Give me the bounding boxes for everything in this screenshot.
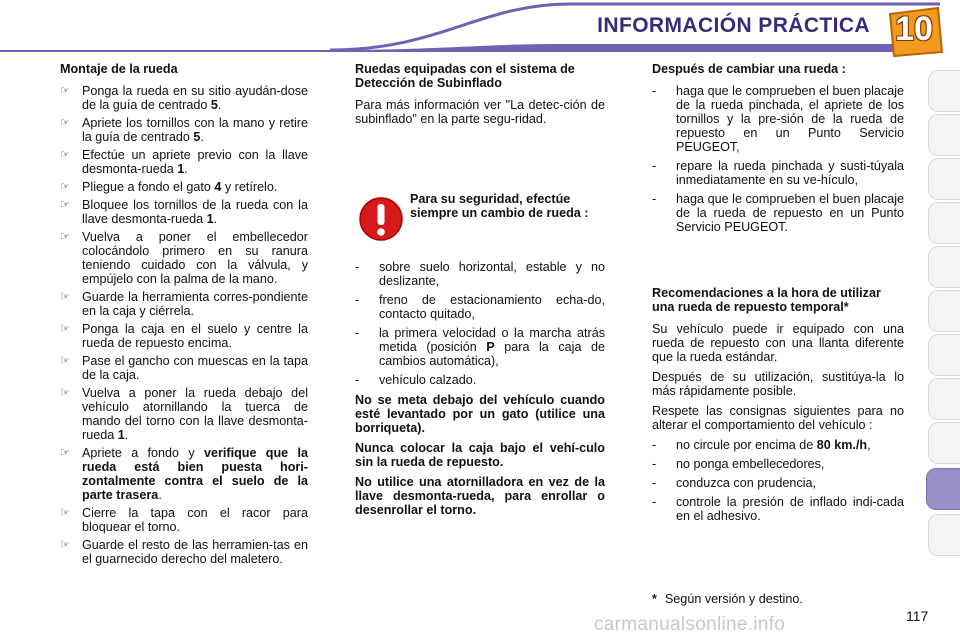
list-marker: ☞ [60,291,70,303]
item-text: Bloquee los tornillos de la rueda con la llave desmonta-rueda [82,198,308,226]
list-item [652,84,904,154]
item-text-end: para la caja de cambios automática), [379,340,605,368]
item-text-end: . [217,98,222,112]
chapter-tab[interactable] [928,202,960,244]
column-after-change [652,62,904,528]
list-marker: ☞ [60,323,70,335]
column-tyre-detection [355,62,605,523]
list-item [60,354,308,382]
list-item [355,326,605,368]
chapter-tab[interactable] [928,70,960,112]
list-marker: - [652,495,657,509]
list-marker: ☞ [60,149,70,161]
item-text: haga que le comprueben el buen placaje de la rueda de repuesto en un Punto Servicio PEUGEOT. [676,192,904,234]
chapter-tab-active[interactable] [926,468,960,510]
item-text: repare la rueda pinchada y susti-túyala inmediatamente en su ve-hículo, [676,159,904,187]
warning-title: Para su seguridad, efectúe siempre un cambio de rueda : [410,192,589,220]
list-item [652,476,904,490]
item-text: Guarde la herramienta corres-pondiente en la caja y ciérrela. [82,290,308,318]
item-text: Apriete a fondo y [82,446,204,460]
section-intro: Para más información ver "La detec-ción de subinflado" en la parte segu-ridad. [355,98,605,126]
item-text-end: . [184,162,188,176]
item-text-end: . [124,428,129,442]
list-marker: ☞ [60,85,70,97]
item-emphasis: 4 [214,180,222,194]
item-emphasis: 1 [117,428,125,442]
watermark: carmanualsonline.info [594,614,786,635]
list-marker: - [355,326,360,340]
list-item [60,198,308,226]
item-text: vehículo calzado. [379,373,477,387]
safety-conditions [355,260,605,387]
column-wheel-fitting [60,62,308,570]
item-emphasis: 5 [193,130,201,144]
safety-note: No utilice una atornilladora en vez de la llave desmonta-rueda, para enrollar o desenrollar el torno. [355,475,605,517]
item-text: Vuelva a poner la rueda debajo del vehículo atornillando la tuerca de mando del torno con la llave desmonta-rueda [82,386,308,442]
chapter-tab[interactable] [928,334,960,376]
item-text-end: y retírelo. [221,180,278,194]
paragraph: Su vehículo puede ir equipado con una rueda de repuesto con una llanta diferente que la rueda estándar. [652,322,904,364]
paragraph: Después de su utilización, sustitúya-la lo más rápidamente posible. [652,370,904,398]
item-text: Cierre la tapa con el racor para bloquear el torno. [82,506,308,534]
list-item [652,495,904,523]
item-emphasis: 1 [177,162,185,176]
list-item [60,322,308,350]
list-item [652,192,904,234]
chapter-tab[interactable] [928,514,960,556]
item-emphasis: verifique que la rueda está bien puesta hori-zontalmente contra el suelo de la parte trasera [82,446,308,502]
warning-exclamation-icon [358,196,404,242]
list-marker: ☞ [60,447,70,459]
temporary-wheel-rules [652,438,904,523]
list-item [652,159,904,187]
after-change-steps [652,84,904,234]
list-marker: ☞ [60,199,70,211]
section-heading: Montaje de la rueda [60,62,178,76]
item-text: Efectúe un apriete previo con la llave desmonta-rueda [82,148,308,176]
list-item [652,438,904,452]
item-emphasis: 5 [210,98,218,112]
list-item [60,538,308,566]
list-item [60,386,308,442]
item-text: Vuelva a poner el embellecedor colocándolo primero en su ranura teniendo cuidado con la válvula, y empújelo con la palma de la mano. [82,230,308,286]
item-text: controle la presión de inflado indi-cada en el adhesivo. [676,495,904,523]
item-text-end: , [867,438,871,452]
list-marker: ☞ [60,117,70,129]
item-text: Pase el gancho con muescas en la tapa de la caja. [82,354,308,382]
list-marker: ☞ [60,231,70,243]
list-marker: - [355,293,360,307]
list-item [355,260,605,288]
list-item [60,148,308,176]
item-text: no ponga embellecedores, [676,457,825,471]
chapter-tab[interactable] [928,422,960,464]
list-item [60,290,308,318]
item-emphasis: 1 [206,212,214,226]
item-text: haga que le comprueben el buen placaje de la rueda pinchada, el apriete de los tornillos y la pre-sión de la rueda de repuesto en un Punto Servicio PEUGEOT, [676,84,904,154]
chapter-tabs [928,70,960,580]
list-item [60,446,308,502]
item-text: la primera velocidad o la marcha atrás metida (posición [379,326,605,354]
section-heading: Después de cambiar una rueda : [652,62,846,76]
list-marker: ☞ [60,181,70,193]
list-item [652,457,904,471]
list-item [355,293,605,321]
list-item [60,230,308,286]
footnote-mark: * [652,592,657,606]
paragraph: Respete las consignas siguientes para no alterar el comportamiento del vehículo : [652,404,904,432]
item-emphasis: 80 km./h [816,438,868,452]
page-number: 117 [906,608,929,624]
chapter-tab[interactable] [928,378,960,420]
list-marker: ☞ [60,539,70,551]
page-title: INFORMACIÓN PRÁCTICA [597,14,870,37]
chapter-number: 10 [895,10,933,48]
item-text: Ponga la rueda en su sitio ayudán-dose de la guía de centrado [82,84,308,112]
list-item [60,506,308,534]
list-marker: - [652,476,657,490]
chapter-tab[interactable] [928,158,960,200]
safety-warning [355,192,605,252]
list-marker: ☞ [60,355,70,367]
item-text: conduzca con prudencia, [676,476,817,490]
item-text: Guarde el resto de las herramien-tas en el guarnecido derecho del maletero. [82,538,308,566]
footnote [652,592,803,606]
chapter-tab[interactable] [928,246,960,288]
safety-notes [355,393,605,517]
item-text-end: . [200,130,204,144]
item-text: freno de estacionamiento echa-do, contacto quitado, [379,293,605,321]
temporary-wheel-text [652,322,904,432]
safety-note: No se meta debajo del vehículo cuando esté levantado por un gato (utilice una borriqueta). [355,393,605,435]
list-marker: - [652,159,657,173]
safety-note: Nunca colocar la caja bajo el vehí-culo sin la rueda de repuesto. [355,441,605,469]
chapter-tab[interactable] [928,290,960,332]
item-text: Ponga la caja en el suelo y centre la rueda de repuesto encima. [82,322,308,350]
list-marker: - [652,438,657,452]
section-heading-temporary-wheel: Recomendaciones a la hora de utilizar una rueda de repuesto temporal* [652,286,881,314]
list-marker: ☞ [60,387,70,399]
item-text: no circule por encima de [676,438,817,452]
section-heading: Ruedas equipadas con el sistema de Detección de Subinflado [355,62,575,90]
item-text-end: . [213,212,218,226]
list-marker: ☞ [60,507,70,519]
list-marker: - [355,260,360,274]
list-item [355,373,605,387]
item-emphasis: P [486,340,495,354]
wheel-fitting-steps [60,84,308,566]
list-marker: - [355,373,360,387]
item-text-end: . [158,488,162,502]
list-marker: - [652,84,657,98]
list-item [60,180,308,194]
item-text: Apriete los tornillos con la mano y retire la guía de centrado [82,116,308,144]
chapter-tab[interactable] [928,114,960,156]
list-marker: - [652,192,657,206]
list-item [60,116,308,144]
item-text: Pliegue a fondo el gato [82,180,215,194]
list-marker: - [652,457,657,471]
footnote-text: Según versión y destino. [664,592,803,606]
list-item [60,84,308,112]
item-text: sobre suelo horizontal, estable y no deslizante, [379,260,605,288]
